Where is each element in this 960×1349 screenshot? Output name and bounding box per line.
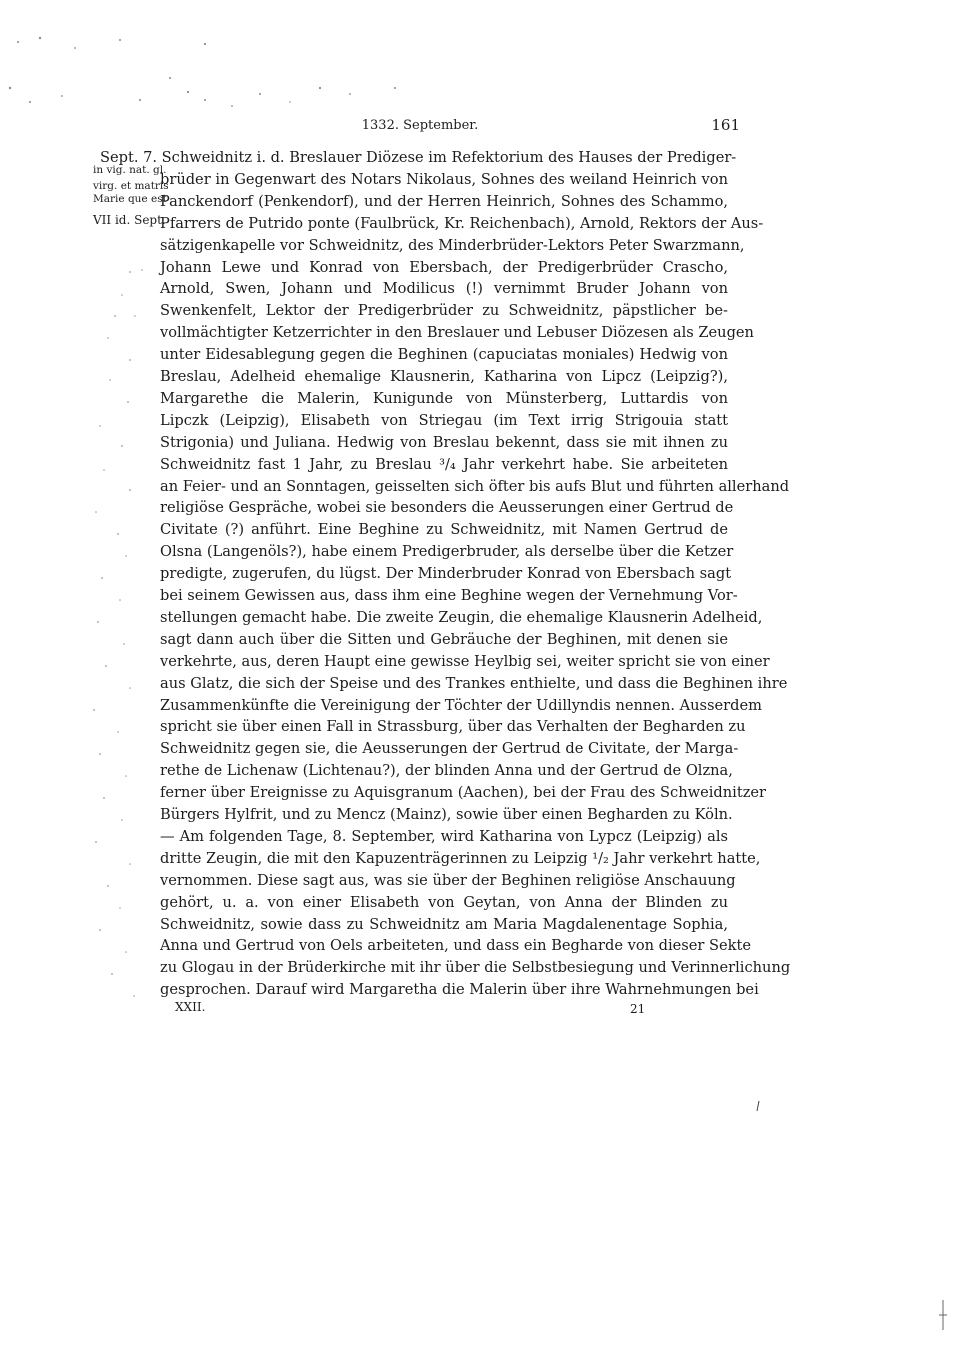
- text-line: Swenkenfelt, Lektor der Predigerbrüder zu Schweidnitz, päpstlicher be-: [160, 302, 728, 320]
- text-line: Margarethe die Malerin, Kunigunde von Münsterberg, Luttardis von: [160, 389, 728, 407]
- text-line: Arnold, Swen, Johann und Modilicus (!) vernimmt Bruder Johann von: [160, 280, 728, 298]
- text-line: unter Eidesablegung gegen die Beghinen (capuciatas moniales) Hedwig von: [160, 346, 728, 364]
- text-line: ferner über Ereignisse zu Aquisgranum (Aachen), bei der Frau des Schweidnitzer: [160, 784, 766, 802]
- text-line: predigte, zugerufen, du lügst. Der Minderbruder Konrad von Ebersbach sagt: [160, 565, 732, 583]
- marginal-note-3: Marie que est: [93, 193, 167, 205]
- text-line: gehört, u. a. von einer Elisabeth von Geytan, von Anna der Blinden zu: [160, 893, 728, 911]
- text-line: Bürgers Hylfrit, und zu Mencz (Mainz), sowie über einen Begharden zu Köln.: [160, 806, 733, 823]
- text-line: gesprochen. Darauf wird Margaretha die Malerin über ihre Wahrnehmungen bei: [160, 981, 759, 999]
- text-line: Panckendorf (Penkendorf), und der Herren Heinrich, Sohnes des Schammo,: [160, 192, 728, 210]
- text-line: Schweidnitz, sowie dass zu Schweidnitz am Maria Magdalenentage Sophia,: [160, 915, 728, 933]
- text-line: verkehrte, aus, deren Haupt eine gewisse Heylbig sei, weiter spricht sie von einer: [160, 652, 770, 670]
- text-line: — Am folgenden Tage, 8. September, wird Katharina von Lypcz (Leipzig) als: [160, 827, 728, 845]
- text-line: vernommen. Diese sagt aus, was sie über der Beghinen religiöse Anschauung: [160, 871, 736, 889]
- text-line: Strigonia) und Juliana. Hedwig von Breslau bekennt, dass sie mit ihnen zu: [160, 433, 728, 451]
- text-line: Olsna (Langenöls?), habe einem Predigerbruder, als derselbe über die Ketzer: [160, 543, 734, 561]
- marginal-note-4: VII id. Sept.: [93, 213, 166, 227]
- marginal-note-1: in vig. nat. gl.: [93, 164, 167, 176]
- marginal-note-2: virg. et matris: [93, 180, 169, 192]
- text-line: Lipczk (Leipzig), Elisabeth von Striegau (im Text irrig Strigouia statt: [160, 411, 728, 429]
- signature-mark: XXII.: [175, 1000, 206, 1014]
- scan-noise-marks: [0, 30, 420, 110]
- text-line: zu Glogau in der Brüderkirche mit ihr über die Selbstbesiegung und Verinnerlichung: [160, 959, 791, 977]
- text-line: Anna und Gertrud von Oels arbeiteten, und dass ein Begharde von dieser Sekte: [160, 937, 752, 955]
- text-line: brüder in Gegenwart des Notars Nikolaus, Sohnes des weiland Heinrich von: [160, 170, 728, 188]
- text-line: sagt dann auch über die Sitten und Gebräuche der Beghinen, mit denen sie: [160, 630, 728, 648]
- stray-mark: [755, 1100, 761, 1112]
- text-line: sätzigenkapelle vor Schweidnitz, des Minderbrüder-Lektors Peter Swarzmann,: [160, 236, 745, 254]
- running-head: 1332. September.: [361, 118, 479, 133]
- text-line: Breslau, Adelheid ehemalige Klausnerin, Katharina von Lipcz (Leipzig?),: [160, 368, 728, 385]
- text-line: Johann Lewe und Konrad von Ebersbach, der Predigerbrüder Crascho,: [160, 258, 728, 276]
- margin-scan-noise: [60, 250, 155, 1010]
- edge-mark: [938, 1300, 948, 1330]
- text-line: Civitate (?) anführt. Eine Beghine zu Schweidnitz, mit Namen Gertrud de: [160, 521, 728, 539]
- running-header: [100, 118, 740, 138]
- text-line: Schweidnitz gegen sie, die Aeusserungen der Gertrud de Civitate, der Marga-: [160, 740, 739, 758]
- page-number: 161: [711, 116, 740, 134]
- sheet-number: 21: [630, 1002, 646, 1016]
- text-line: aus Glatz, die sich der Speise und des Trankes enthielte, und dass die Beghinen ihre: [160, 674, 788, 692]
- text-line: vollmächtigter Ketzerrichter in den Breslauer und Lebuser Diözesen als Zeugen: [160, 324, 754, 342]
- text-line: Zusammenkünfte die Vereinigung der Töchter der Udillyndis nennen. Ausserdem: [160, 696, 762, 714]
- text-line: an Feier- und an Sonntagen, geisselten sich öfter bis aufs Blut und führten allerhand: [160, 477, 790, 495]
- text-line: rethe de Lichenaw (Lichtenau?), der blinden Anna und der Gertrud de Olzna,: [160, 762, 733, 780]
- text-line: stellungen gemacht habe. Die zweite Zeugin, die ehemalige Klausnerin Adelheid,: [160, 608, 763, 626]
- text-line: bei seinem Gewissen aus, dass ihm eine Beghine wegen der Vernehmung Vor-: [160, 587, 738, 604]
- text-line: spricht sie über einen Fall in Strassburg, über das Verhalten der Begharden zu: [160, 718, 746, 736]
- text-line: dritte Zeugin, die mit den Kapuzenträgerinnen zu Leipzig ¹/₂ Jahr verkehrt hatte,: [160, 849, 761, 867]
- text-line: religiöse Gespräche, wobei sie besonders die Aeusserungen einer Gertrud de: [160, 499, 734, 517]
- text-line: Sept. 7. Schweidnitz i. d. Breslauer Diözese im Refektorium des Hauses der Prediger-: [100, 149, 737, 166]
- text-line: Schweidnitz fast 1 Jahr, zu Breslau ³/₄ Jahr verkehrt habe. Sie arbeiteten: [160, 455, 728, 473]
- text-line: Pfarrers de Putrido ponte (Faulbrück, Kr. Reichenbach), Arnold, Rektors der Aus-: [160, 214, 764, 232]
